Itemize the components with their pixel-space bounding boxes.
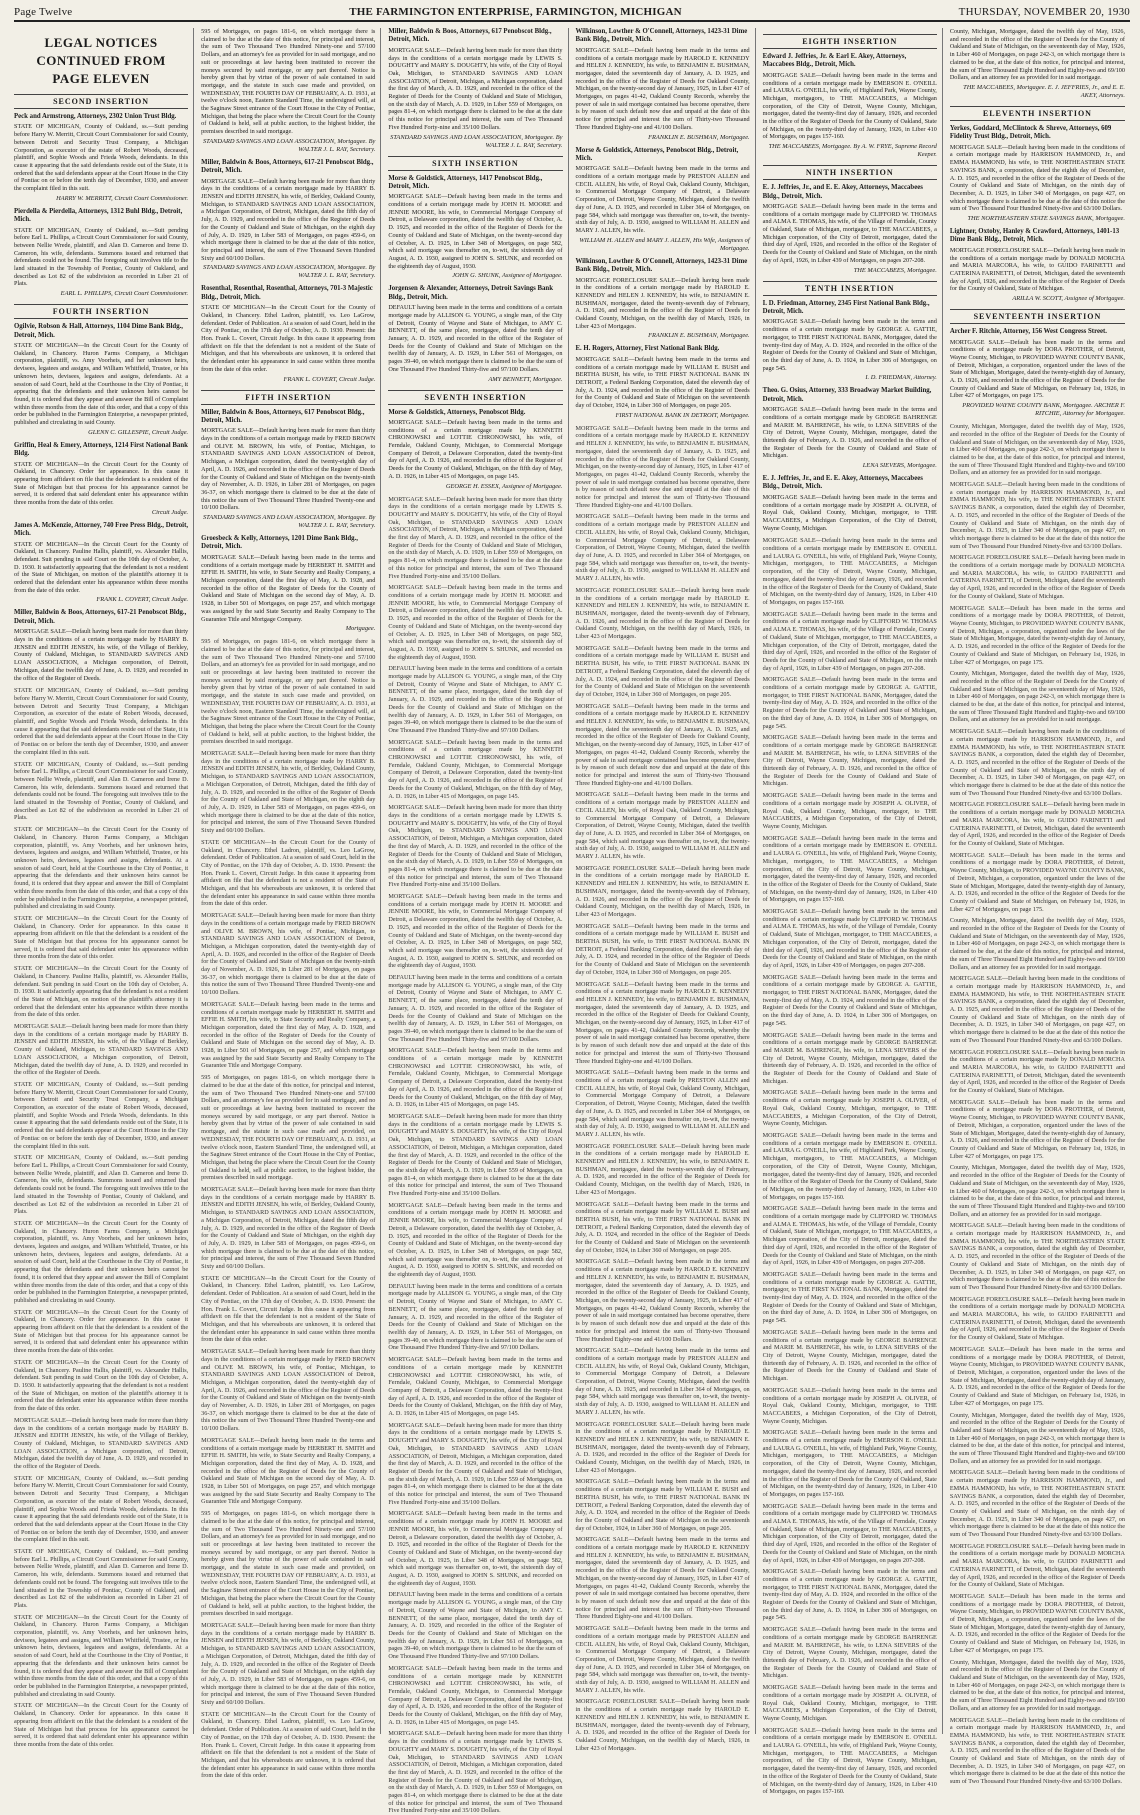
notice-body-continued: MORTGAGE SALE—Default having been made for more than thirty days in the conditions of a certain mortgage made by HARRY B. JENSEN and EDITH JENSEN, his wife, of the Village of Berkley, County of Oakland, Michigan, to STANDARD SAVINGS AND LOAN ASSOCIATION, a Michigan corporation, of Detroit, Michigan, dated the twelfth day of June, A. D. 1929, and recorded in the office of the Register of Deeds. <box>14 1416 189 1471</box>
notice-body: MORTGAGE SALE—Default having been made in the terms and conditions of a certain mortgage made by WILLIAM E. BUSH and BERTHA BUSH, his wife, to THE FIRST NATIONAL BANK IN DETROIT, a Federal Banking Corporation, dated the eleventh day of July, A. D. 1924, and recorded in the office of the Register of Deeds for the County of Oakland and State of Michigan on the seventeenth day of October, 1924, in Liber 360 of Mortgages, on page 205. <box>575 355 750 410</box>
notice-signature: JOHN G. SHUNK, Assignee of Mortgagee. <box>452 272 563 280</box>
legal-notice <box>201 159 375 281</box>
notice-body-continued: MORTGAGE SALE—Default has been made in the terms and conditions of a mortgage made by DORA PROTHER, of Detroit, Wayne County, Michigan, to PROVIDED WAYNE COUNTY BANK, of Detroit, Michigan, a corporation, organized under the laws of the State of Michigan, Mortgagee, dated the twenty-eighth day of January, A. D. 1926, and recorded in the office of the Register of Deeds for the County of Oakland and State of Michigan, on February 1st, 1926, in Liber 427 of Mortgages, on page 175. <box>949 1098 1125 1160</box>
notice-body-continued: MORTGAGE SALE—Default having been made in the terms and conditions of a certain mortgage made by GEORGE BAHRENGE and MARIE M. BAHRENGE, his wife, to LENA SIEVERS of the City of Detroit, Wayne County, Michigan, mortgagee, dated the thirteenth day of February, A. D. 1926, and recorded in the office of the Register of Deeds for the County of Oakland and State of Michigan. <box>762 734 937 788</box>
notice-body-continued: MORTGAGE SALE—Default having been made in the terms and conditions of a certain mortgage made by EMERSON E. O'NEILL and LAURA G. O'NEILL, his wife, of Highland Park, Wayne County, Michigan, mortgagors, to THE MACCABEES, a Michigan corporation, of the City of Detroit, Wayne County, Michigan, mortgagee, dated the twenty-first day of January, 1926, and recorded in the office of the Register of Deeds for the County of Oakland, State of Michigan, on the twenty-third day of January, 1926, in Liber 410 of Mortgages, on pages 157-160. <box>762 1132 937 1201</box>
notice-body-continued: 595 of Mortgages, on pages 181-6, on which mortgage there is claimed to be due at the date of this notice, for principal and interest, the sum of Two Thousand Two Hundred Ninety-one and 57/100 Dollars, and an attorney's fee as provided for in said mortgage, and no suit or proceedings at law having been instituted to recover the moneys secured by said mortgage, or any part thereof. Notice is hereby given that by virtue of the power of sale contained in said mortgage, and the statute in such case made and provided, on WEDNESDAY, THE FOURTH DAY OF FEBRUARY, A. D. 1931, at twelve o'clock noon, Eastern Standard Time, the undersigned will, at the Saginaw Street entrance of the Court House in the City of Pontiac, Michigan, that being the place where the Circuit Court for the County of Oakland is held, sell at public auction, to the highest bidder, the premises described in said mortgage. <box>201 1510 376 1618</box>
attorney-line: Lightner, Oxtoby, Hanley & Crawford, Attorneys, 1401-13 Dime Bank Bldg., Detroit, Mich. <box>949 228 1120 244</box>
legal-notice <box>950 228 1125 303</box>
notice-body: County, Michigan, Mortgagee, dated the twelfth day of May, 1926, and recorded in the office of the Register of Deeds for the County of Oakland and State of Michigan, on the seventeenth day of May, 1926, in Liber 460 of Mortgages, on page 242-3, on which mortgage there is claimed to be due, at the date of this notice, for principal and interest, the sum of Three Thousand Eight Hundred and Eighty-two and 69/100 Dollars, and an attorney fee as provided for in said mortgage. <box>949 28 1125 82</box>
notice-body-continued: STATE OF MICHIGAN, County of Oakland, ss.—Suit pending before Harry W. Merritt, Circuit Court Commissioner for said County, between Detroit and Security Trust Company, a Michigan Corporation, as executor of the estate of Robert Woods, deceased, plaintiff, and Sophie Woods and Frieda Woods, defendants. In this cause it appearing that the said defendants reside out of the State, it is ordered that the said defendants appear at the Court House in the City of Pontiac on or before the tenth day of December, 1930, and answer the complaint filed in this suit. <box>14 687 189 756</box>
notice-body-continued: County, Michigan, Mortgagee, dated the twelfth day of May, 1926, and recorded in the office of the Register of Deeds for the County of Oakland and State of Michigan, on the seventeenth day of May, 1926, in Liber 460 of Mortgages, on page 242-3, on which mortgage there is claimed to be due, at the date of this notice, for principal and interest, the sum of Three Thousand Eight Hundred and Eighty-two and 69/100 Dollars, and an attorney fee as provided for in said mortgage. <box>949 917 1125 971</box>
notice-body-continued: MORTGAGE SALE—Default having been made in the terms and conditions of a certain mortgage made by KENNETH CHRONOWSKI and LOTTIE CHRONOWSKI, his wife, of Ferndale, Oakland County, Michigan, to Commercial Mortgage Company of Detroit, a Delaware Corporation, dated the twenty-first day of April, A. D. 1926, and recorded in the office of the Register of Deeds for the County of Oakland, Michigan, on the fifth day of May, A. D. 1926, in Liber 415 of Mortgages, on page 145. <box>388 1047 563 1109</box>
insertion-heading: NINTH INSERTION <box>763 165 937 180</box>
notice-body-continued: MORTGAGE SALE—Default having been made in the terms and conditions of a certain mortgage made by KENNETH CHRONOWSKI and LOTTIE CHRONOWSKI, his wife, of Ferndale, Oakland County, Michigan, to Commercial Mortgage Company of Detroit, a Delaware Corporation, dated the twenty-first day of April, A. D. 1926, and recorded in the office of the Register of Deeds for the County of Oakland, Michigan, on the fifth day of May, A. D. 1926, in Liber 415 of Mortgages, on page 145. <box>388 1356 563 1418</box>
notice-body-continued: MORTGAGE FORECLOSURE SALE—Default having been made in the conditions of a certain mortgage made by DONALD MORCHA and MARIA MARCORA, his wife, to GUIDO FARINETTI and CATERINA FARINETTI, of Detroit, Michigan, dated the seventeenth day of April, 1926, and recorded in the office of the Register of Deeds for the County of Oakland, State of Michigan. <box>949 801 1125 847</box>
notice-body-continued: MORTGAGE FORECLOSURE SALE—Default having been made in the conditions of a certain mortgage made by DONALD MORCHA and MARIA MARCORA, his wife, to GUIDO FARINETTI and CATERINA FARINETTI, of Detroit, Michigan, dated the seventeenth day of April, 1926, and recorded in the office of the Register of Deeds for the County of Oakland, State of Michigan. <box>949 1295 1125 1342</box>
column-4 <box>575 28 756 1752</box>
insertion-heading: SECOND INSERTION <box>14 94 188 109</box>
attorney-line: Wilkinson, Lowther & O'Connell, Attorneys, 1423-31 Dime Bank Bldg., Detroit, Mich. <box>575 257 748 274</box>
notice-body: MORTGAGE SALE—Default having been made for more than thirty days in the conditions of a certain mortgage made by LEWIS S. DOUGHTY and MARY S. DOUGHTY, his wife, of the City of Royal Oak, Michigan, to STANDARD SAVINGS AND LOAN ASSOCIATION, of Detroit, Michigan, a Michigan corporation, dated the first day of March, A. D. 1929, and recorded in the office of the Register of Deeds for the County of Oakland and State of Michigan, on the sixth day of March, A. D. 1929, in Liber 559 of Mortgages, on pages 81-4, on which mortgage there is claimed to be due at the date of this notice for principal and interest, the sum of Two Thousand Five Hundred Forty-nine and 35/100 Dollars. <box>388 46 563 131</box>
notice-body-continued: MORTGAGE SALE—Default having been made in the terms and conditions of a certain mortgage made by EMERSON E. O'NEILL and LAURA G. O'NEILL, his wife, of Highland Park, Wayne County, Michigan, mortgagors, to THE MACCABEES, a Michigan corporation, of the City of Detroit, Wayne County, Michigan, mortgagee, dated the twenty-first day of January, 1926, and recorded in the office of the Register of Deeds for the County of Oakland, State of Michigan, on the twenty-third day of January, 1926, in Liber 410 of Mortgages, on pages 157-160. <box>762 537 937 606</box>
notice-signature: STANDARD SAVINGS AND LOAN ASSOCIATION, Mortgagee. By WALTER J. L. RAY, Secretary. <box>390 133 563 149</box>
notice-body-continued: MORTGAGE SALE—Default having been made in the terms and conditions of a certain mortgage made by HAROLD E. KENNEDY and HELEN J. KENNEDY, his wife, to BENJAMIN E. BUSHMAN, mortgagee, dated the seventeenth day of January, A. D. 1925, and recorded in the office of the Register of Deeds for Oakland County, Michigan, on the twenty-second day of January, 1925, in Liber 417 of Mortgages, on pages 41-42, Oakland County Records, whereby the power of sale in said mortgage contained has become operative, there is by reason of such default now due and unpaid at the date of this notice for principal and interest the sum of Thirty-two Thousand Three Hundred Eighty-one and 41/100 Dollars. <box>575 980 750 1065</box>
insertion-heading: FIFTH INSERTION <box>201 390 375 405</box>
attorney-line: Peck and Armstrong, Attorneys, 2302 Union Trust Bldg. <box>14 113 177 120</box>
notice-body-continued: County, Michigan, Mortgagee, dated the twelfth day of May, 1926, and recorded in the office of the Register of Deeds for the County of Oakland and State of Michigan, on the seventeenth day of May, 1926, in Liber 460 of Mortgages, on page 242-3, on which mortgage there is claimed to be due, at the date of this notice, for principal and interest, the sum of Three Thousand Eight Hundred and Eighty-two and 69/100 Dollars, and an attorney fee as provided for in said mortgage. <box>949 1164 1125 1218</box>
page-number: Page Twelve <box>14 6 73 18</box>
notice-signature: PROVIDED WAYNE COUNTY BANK, Mortgagee. ARCHER F. RITCHIE, Attorney for Mortgagee. <box>962 402 1125 418</box>
notice-body-continued: STATE OF MICHIGAN—In the Circuit Court for the County of Oakland, in Chancery. Huron Farms Company, a Michigan corporation, plaintiff, vs. Amy Voorheis, and her unknown heirs, devisees, legatees and assigns, and William Whitfield, Trustee, or his unknown heirs, devisees, legatees and assigns, defendants. At a session of said Court, held at the Courthouse in the City of Pontiac, it appearing that the defendants and their unknown heirs cannot be found, it is ordered that they appear and answer the Bill of Complaint within three months from the date of this order, and that a copy of this order be published in the Farmington Enterprise, a newspaper printed, published and circulating in said County. <box>14 1613 189 1698</box>
notice-body-continued: MORTGAGE SALE—Default having been made in the conditions of a certain mortgage made by HARRISON HAMMOND, Jr., and EMMA HAMMOND, his wife, to THE NORTHEASTERN STATE SAVINGS BANK, a corporation, dated the eighth day of December, A. D. 1925, and recorded in the office of the Register of Deeds of the County of Oakland and State of Michigan, on the ninth day of December, A. D. 1925, in Liber 340 of Mortgages, on page 427, on which mortgage there is claimed to be due at the date of this notice the sum of Two Thousand Four Hundred Ninety-five and 63/100 Dollars. <box>949 975 1125 1044</box>
notice-signature: ARILLA W. SCOTT, Assignee of Mortgagee. <box>1012 295 1125 303</box>
notice-body-continued: MORTGAGE SALE—Default having been made in the conditions of a certain mortgage made by HARRISON HAMMOND, Jr., and EMMA HAMMOND, his wife, to THE NORTHEASTERN STATE SAVINGS BANK, a corporation, dated the eighth day of December, A. D. 1925, and recorded in the office of the Register of Deeds of the County of Oakland and State of Michigan, on the ninth day of December, A. D. 1925, in Liber 340 of Mortgages, on page 427, on which mortgage there is claimed to be due at the date of this notice the sum of Two Thousand Four Hundred Ninety-five and 63/100 Dollars. <box>949 728 1125 797</box>
heading-line3: PAGE ELEVEN <box>52 71 150 86</box>
legal-notice <box>14 208 188 298</box>
notice-body-continued: STATE OF MICHIGAN—In the Circuit Court for the County of Oakland, in Chancery. Ethel Ladron, plaintiff, vs. Leo LaGrow, defendant. Order of Publication. At a session of said Court, held in the City of Pontiac, on the 17th day of October, A. D. 1930. Present: the Hon. Frank L. Covert, Circuit Judge. In this cause it appearing from affidavit on file that the defendant is not a resident of the State of Michigan, and that his whereabouts are unknown, it is ordered that the defendant enter his appearance in said cause within three months from the date of this order. <box>201 1710 376 1780</box>
notice-body-continued: MORTGAGE SALE—Default having been made in the terms and conditions of a certain mortgage made by CLIFFORD W. THOMAS and ALMA E. THOMAS, his wife, of the Village of Ferndale, County of Oakland, State of Michigan, mortgagor, to THE MACCABEES, a Michigan corporation, of the City of Detroit, mortgagee, dated the third day of April, 1926, and recorded in the office of the Register of Deeds for the County of Oakland and State of Michigan, on the ninth day of April, 1926, in Liber 439 of Mortgages, on pages 207-208. <box>762 908 937 969</box>
notice-body: MORTGAGE SALE—Default having been made in the terms and conditions of a certain mortgage made by KENNETH CHRONOWSKI and LOTTIE CHRONOWSKI, his wife, of Ferndale, Oakland County, Michigan, to Commercial Mortgage Company of Detroit, a Delaware Corporation, dated the twenty-first day of April, A. D. 1926, and recorded in the office of the Register of Deeds for the County of Oakland, Michigan, on the fifth day of May, A. D. 1926, in Liber 415 of Mortgages, on page 145. <box>388 418 563 480</box>
notice-signature: Mortgagee. <box>345 625 376 633</box>
attorney-line: Wilkinson, Lowther & O'Connell, Attorneys, 1423-31 Dime Bank Bldg., Detroit, Mich. <box>575 28 748 44</box>
notice-body: MORTGAGE FORECLOSURE SALE—Default having been made in the conditions of a certain mortgage made by HAROLD E. KENNEDY and HELEN J. KENNEDY, his wife, to BENJAMIN E. BUSHMAN, mortgagee, dated the twenty-seventh day of February, A. D. 1926, and recorded in the office of the Register of Deeds for Oakland County, Michigan, on the twelfth day of March, 1926, in Liber 423 of Mortgages. <box>575 276 750 330</box>
notice-body-continued: MORTGAGE SALE—Default having been made in the terms and conditions of a certain mortgage made by GEORGE A. GATTIE, mortgagor, to THE FIRST NATIONAL BANK, Mortgagee, dated the twenty-first day of May, A. D. 1924, and recorded in the office of the Register of Deeds for the County of Oakland and State of Michigan, on the third day of June, A. D. 1924, in Liber 306 of Mortgages, on page 545. <box>762 1568 937 1622</box>
insertion-heading: TENTH INSERTION <box>763 281 937 296</box>
legal-notice <box>388 409 562 491</box>
notice-body-continued: MORTGAGE SALE—Default having been made in the terms and conditions of a certain mortgage made by JOSEPH A. OLIVER, of Royal Oak, Oakland County, Michigan, mortgagor, to THE MACCABEES, a Michigan Corporation, of the City of Detroit, Wayne County, Michigan. <box>762 1386 937 1425</box>
notice-body-continued: MORTGAGE SALE—Default having been made for more than thirty days in the conditions of a certain mortgage made by LEWIS S. DOUGHTY and MARY S. DOUGHTY, his wife, of the City of Royal Oak, Michigan, to STANDARD SAVINGS AND LOAN ASSOCIATION, of Detroit, Michigan, a Michigan corporation, dated the first day of March, A. D. 1929, and recorded in the office of the Register of Deeds for the County of Oakland and State of Michigan, on the sixth day of March, A. D. 1929, in Liber 559 of Mortgages, on pages 81-4, on which mortgage there is claimed to be due at the date of this notice for principal and interest, the sum of Two Thousand Five Hundred Forty-nine and 35/100 Dollars. <box>388 1421 563 1506</box>
notice-body-continued: MORTGAGE SALE—Default having been made in the terms and conditions of a certain mortgage made by EMERSON E. O'NEILL and LAURA G. O'NEILL, his wife, of Highland Park, Wayne County, Michigan, mortgagors, to THE MACCABEES, a Michigan corporation, of the City of Detroit, Wayne County, Michigan, mortgagee, dated the twenty-first day of January, 1926, and recorded in the office of the Register of Deeds for the County of Oakland, State of Michigan, on the twenty-third day of January, 1926, in Liber 410 of Mortgages, on pages 157-160. <box>762 1726 937 1796</box>
notice-body-continued: MORTGAGE SALE—Default having been made in the terms and conditions of a certain mortgage made by EMERSON E. O'NEILL and LAURA G. O'NEILL, his wife, of Highland Park, Wayne County, Michigan, mortgagors, to THE MACCABEES, a Michigan corporation, of the City of Detroit, Wayne County, Michigan, mortgagee, dated the twenty-first day of January, 1926, and recorded in the office of the Register of Deeds for the County of Oakland, State of Michigan, on the twenty-third day of January, 1926, in Liber 410 of Mortgages, on pages 157-160. <box>762 834 937 904</box>
notice-body-continued: MORTGAGE SALE—Default having been made in the conditions of a certain mortgage made by HARRISON HAMMOND, Jr., and EMMA HAMMOND, his wife, to THE NORTHEASTERN STATE SAVINGS BANK, a corporation, dated the eighth day of December, A. D. 1925, and recorded in the office of the Register of Deeds of the County of Oakland and State of Michigan, on the ninth day of December, A. D. 1925, in Liber 340 of Mortgages, on page 427, on which mortgage there is claimed to be due at the date of this notice the sum of Two Thousand Four Hundred Ninety-five and 63/100 Dollars. <box>949 481 1125 550</box>
attorney-line: Morse & Goldstick, Attorneys, Penobscot Bldg. <box>388 408 526 416</box>
notice-body-continued: MORTGAGE SALE—Default having been made for more than thirty days in the conditions of a certain mortgage made by HARRY B. JENSEN and EDITH JENSEN, his wife, of Berkley, Oakland County, Michigan, to STANDARD SAVINGS AND LOAN ASSOCIATION, a Michigan Corporation, of Detroit, Michigan, dated the fifth day of July, A. D. 1929, and recorded in the office of the Register of Deeds for the County of Oakland and State of Michigan, on the eighth day of July, A. D. 1929, in Liber 583 of Mortgages, on pages 459-6, on which mortgage there is claimed to be due at the date of this notice, for principal and interest, the sum of Five Thousand Seven Hundred Sixty and 60/100 Dollars. <box>201 750 376 835</box>
legal-notice <box>763 300 937 383</box>
notice-signature: THE MACCABEES, Mortgagee. By A. W. FRYE, Supreme Record Keeper. <box>768 143 937 159</box>
notice-body-continued: MORTGAGE SALE—Default having been made in the terms and conditions of a certain mortgage made by GEORGE A. GATTIE, mortgagor, to THE FIRST NATIONAL BANK, Mortgagee, dated the twenty-first day of May, A. D. 1924, and recorded in the office of the Register of Deeds for the County of Oakland and State of Michigan, on the third day of June, A. D. 1924, in Liber 306 of Mortgages, on page 545. <box>762 676 937 730</box>
attorney-line: Miller, Baldwin & Boos, Attorneys, 617 Penobscot Bldg., Detroit, Mich. <box>201 408 365 424</box>
notice-signature: Circuit Judge. <box>151 508 189 516</box>
notice-body-continued: County, Michigan, Mortgagee, dated the twelfth day of May, 1926, and recorded in the office of the Register of Deeds for the County of Oakland and State of Michigan, on the seventeenth day of May, 1926, in Liber 460 of Mortgages, on page 242-3, on which mortgage there is claimed to be due, at the date of this notice, for principal and interest, the sum of Three Thousand Eight Hundred and Eighty-two and 69/100 Dollars, and an attorney fee as provided for in said mortgage. <box>949 1411 1125 1465</box>
notice-body-continued: 595 of Mortgages, on pages 181-6, on which mortgage there is claimed to be due at the date of this notice, for principal and interest, the sum of Two Thousand Two Hundred Ninety-one and 57/100 Dollars, and an attorney's fee as provided for in said mortgage, and no suit or proceedings at law having been instituted to recover the moneys secured by said mortgage, or any part thereof. Notice is hereby given that by virtue of the power of sale contained in said mortgage, and the statute in such case made and provided, on WEDNESDAY, THE FOURTH DAY OF FEBRUARY, A. D. 1931, at twelve o'clock noon, Eastern Standard Time, the undersigned will, at the Saginaw Street entrance of the Court House in the City of Pontiac, Michigan, that being the place where the Circuit Court for the County of Oakland is held, sell at public auction, to the highest bidder, the premises described in said mortgage. <box>201 1074 376 1182</box>
notice-body-continued: STATE OF MICHIGAN, County of Oakland, ss.—Suit pending before Harry W. Merritt, Circuit Court Commissioner for said County, between Detroit and Security Trust Company, a Michigan Corporation, as executor of the estate of Robert Woods, deceased, plaintiff, and Sophie Woods and Frieda Woods, defendants. In this cause it appearing that the said defendants reside out of the State, it is ordered that the said defendants appear at the Court House in the City of Pontiac on or before the tenth day of December, 1930, and answer the complaint filed in this suit. <box>14 1080 189 1150</box>
attorney-line: Yerkes, Goddard, McClintock & Shreve, Attorneys, 609 Fidelity Trust Bldg., Detroit, Mich. <box>949 124 1112 141</box>
legal-notice <box>950 328 1125 418</box>
attorney-line: James A. McKenzie, Attorney, 740 Free Press Bldg., Detroit, Mich. <box>14 521 189 538</box>
notice-body-continued: MORTGAGE SALE—Default having been made in the terms and conditions of a certain mortgage made by PRESTON ALLEN and CECIL ALLEN, his wife, of Royal Oak, Oakland County, Michigan, to Commercial Mortgage Company of Detroit, a Delaware Corporation, of Detroit, Wayne County, Michigan, dated the twelfth day of June, A. D. 1925, and recorded in Liber 364 of Mortgages, on page 584, which said mortgage was thereafter on, to-wit, the twenty-sixth day of July, A. D. 1930, assigned to WILLIAM H. ALLEN and MARY J. ALLEN, his wife. <box>575 1625 750 1694</box>
legal-notice <box>201 28 375 154</box>
attorney-line: Ogilvie, Robson & Hall, Attorneys, 1104 Dime Bank Bldg., Detroit, Mich. <box>14 323 183 339</box>
notice-body-continued: MORTGAGE SALE—Default having been made in the terms and conditions of a certain mortgage made by GEORGE A. GATTIE, mortgagor, to THE FIRST NATIONAL BANK, Mortgagee, dated the twenty-first day of May, A. D. 1924, and recorded in the office of the Register of Deeds for the County of Oakland and State of Michigan, on the third day of June, A. D. 1924, in Liber 306 of Mortgages, on page 545. <box>762 973 937 1027</box>
notice-body-continued: MORTGAGE SALE—Default having been made for more than thirty days in the conditions of a certain mortgage made by HARRY B. JENSEN and EDITH JENSEN, his wife, of the Village of Berkley, County of Oakland, Michigan, to STANDARD SAVINGS AND LOAN ASSOCIATION, a Michigan corporation, of Detroit, Michigan, dated the twelfth day of June, A. D. 1929, and recorded in the office of the Register of Deeds. <box>14 1023 189 1077</box>
notice-body-continued: MORTGAGE SALE—Default having been made in the terms and conditions of a certain mortgage made by EMERSON E. O'NEILL and LAURA G. O'NEILL, his wife, of Highland Park, Wayne County, Michigan, mortgagors, to THE MACCABEES, a Michigan corporation, of the City of Detroit, Wayne County, Michigan, mortgagee, dated the twenty-first day of January, 1926, and recorded in the office of the Register of Deeds for the County of Oakland, State of Michigan, on the twenty-third day of January, 1926, in Liber 410 of Mortgages, on pages 157-160. <box>762 1429 937 1498</box>
notice-body-continued: MORTGAGE SALE—Default having been made in the conditions of a certain mortgage made by HARRISON HAMMOND, Jr., and EMMA HAMMOND, his wife, to THE NORTHEASTERN STATE SAVINGS BANK, a corporation, dated the eighth day of December, A. D. 1925, and recorded in the office of the Register of Deeds of the County of Oakland and State of Michigan, on the ninth day of December, A. D. 1925, in Liber 340 of Mortgages, on page 427, on which mortgage there is claimed to be due at the date of this notice the sum of Two Thousand Four Hundred Ninety-five and 63/100 Dollars. <box>949 1469 1125 1539</box>
notice-signature: THE NORTHEASTERN STATE SAVINGS BANK, Mortgagee. <box>967 215 1125 223</box>
notice-body-continued: MORTGAGE SALE—Default having been made in the terms and conditions of a certain mortgage made by GEORGE BAHRENGE and MARIE M. BAHRENGE, his wife, to LENA SIEVERS of the City of Detroit, Wayne County, Michigan, mortgagee, dated the thirteenth day of February, A. D. 1926, and recorded in the office of the Register of Deeds for the County of Oakland and State of Michigan. <box>762 1626 937 1680</box>
attorney-line: Jorgensen & Alexander, Attorneys, Detroit Savings Bank Bldg., Detroit, Mich. <box>388 285 553 301</box>
insertion-heading: ELEVENTH INSERTION <box>950 106 1125 121</box>
notice-signature: FRANK L. COVERT, Circuit Judge. <box>96 596 189 604</box>
attorney-line: Miller, Baldwin & Boos, Attorneys, 617-21 Penobscot Bldg., Detroit, Mich. <box>201 158 374 175</box>
notice-body: 595 of Mortgages, on pages 181-6, on which mortgage there is claimed to be due at the date of this notice, for principal and interest, the sum of Two Thousand Two Hundred Ninety-one and 57/100 Dollars, and an attorney's fee as provided for in said mortgage, and no suit or proceedings at law having been instituted to recover the moneys secured by said mortgage, or any part thereof. Notice is hereby given that by virtue of the power of sale contained in said mortgage, and the statute in such case made and provided, on WEDNESDAY, THE FOURTH DAY OF FEBRUARY, A. D. 1931, at twelve o'clock noon, Eastern Standard Time, the undersigned will, at the Saginaw Street entrance of the Court House in the City of Pontiac, Michigan, that being the place where the Circuit Court for the County of Oakland is held, sell at public auction, to the highest bidder, the premises described in said mortgage. <box>201 28 376 136</box>
notice-signature: WILLIAM H. ALLEN and MARY J. ALLEN, His Wife, Assignees of Mortgagee. <box>579 236 750 252</box>
insertion-heading: SEVENTH INSERTION <box>388 390 562 405</box>
legal-notice <box>14 113 188 203</box>
notice-body: MORTGAGE SALE—Default having been made in the terms and conditions of a certain mortgage made by HERBERT H. SMITH and EFFIE H. SMITH, his wife, to State Security and Realty Company, a Michigan corporation, dated the first day of May, A. D. 1928, and recorded in the office of the Register of Deeds for the County of Oakland and State of Michigan on the second day of May, A. D. 1928, in Liber 501 of Mortgages, on page 257, and which mortgage was assigned by the said State Security and Realty Company to The Guarantee Title and Mortgage Company. <box>201 553 376 623</box>
notice-signature: I. D. FRIEDMAN, Attorney. <box>865 374 937 382</box>
legal-notices-heading <box>14 34 188 88</box>
notice-body-continued: 595 of Mortgages, on pages 181-6, on which mortgage there is claimed to be due at the date of this notice, for principal and interest, the sum of Two Thousand Two Hundred Ninety-one and 57/100 Dollars, and an attorney's fee as provided for in said mortgage, and no suit or proceedings at law having been instituted to recover the moneys secured by said mortgage, or any part thereof. Notice is hereby given that by virtue of the power of sale contained in said mortgage, and the statute in such case made and provided, on WEDNESDAY, THE FOURTH DAY OF FEBRUARY, A. D. 1931, at twelve o'clock noon, Eastern Standard Time, the undersigned will, at the Saginaw Street entrance of the Court House in the City of Pontiac, Michigan, that being the place where the Circuit Court for the County of Oakland is held, sell at public auction, to the highest bidder, the premises described in said mortgage. <box>201 638 376 746</box>
attorney-line: Miller, Baldwin & Boos, Attorneys, 617-21 Penobscot Bldg., Detroit, Mich. <box>14 609 187 625</box>
notice-body-continued: MORTGAGE FORECLOSURE SALE—Default having been made in the conditions of a certain mortgage made by DONALD MORCHA and MARIA MARCORA, his wife, to GUIDO FARINETTI and CATERINA FARINETTI, of Detroit, Michigan, dated the seventeenth day of April, 1926, and recorded in the office of the Register of Deeds for the County of Oakland, State of Michigan. <box>949 554 1125 600</box>
attorney-line: E. J. Jeffries, Jr., and E. E. Akey, Attorneys, Maccabees Bldg., Detroit, Mich. <box>762 475 923 491</box>
notice-body-continued: MORTGAGE SALE—Default having been made in the terms and conditions of a certain mortgage made by PRESTON ALLEN and CECIL ALLEN, his wife, of Royal Oak, Oakland County, Michigan, to Commercial Mortgage Company of Detroit, a Delaware Corporation, of Detroit, Wayne County, Michigan, dated the twelfth day of June, A. D. 1925, and recorded in Liber 364 of Mortgages, on page 584, which said mortgage was thereafter on, to-wit, the twenty-sixth day of July, A. D. 1930, assigned to WILLIAM H. ALLEN and MARY J. ALLEN, his wife. <box>575 791 750 861</box>
notice-body-continued: MORTGAGE SALE—Default having been made in the terms and conditions of a certain mortgage made by WILLIAM E. BUSH and BERTHA BUSH, his wife, to THE FIRST NATIONAL BANK IN DETROIT, a Federal Banking Corporation, dated the eleventh day of July, A. D. 1924, and recorded in the office of the Register of Deeds for the County of Oakland and State of Michigan on the seventeenth day of October, 1924, in Liber 360 of Mortgages, on page 205. <box>575 1200 750 1254</box>
notice-body-continued: STATE OF MICHIGAN—In the Circuit Court for the County of Oakland, in Chancery. Order for appearance. In this cause it appearing from affidavit on file that the defendant is a resident of the State of Michigan but that process for his appearance cannot be served, it is ordered that said defendant enter his appearance within three months from the date of this order. <box>14 914 189 961</box>
notice-body: MORTGAGE SALE—Default has been made in the terms and conditions of a mortgage made by DORA PROTHER, of Detroit, Wayne County, Michigan, to PROVIDED WAYNE COUNTY BANK, of Detroit, Michigan, a corporation, organized under the laws of the State of Michigan, Mortgagee, dated the twenty-eighth day of January, A. D. 1926, and recorded in the office of the Register of Deeds for the County of Oakland and State of Michigan, on February 1st, 1926, in Liber 427 of Mortgages, on page 175. <box>949 338 1125 400</box>
column-1 <box>14 28 194 1748</box>
issue-date: THURSDAY, NOVEMBER 20, 1930 <box>958 6 1130 18</box>
notice-signature: FIRST NATIONAL BANK IN DETROIT, Mortgagee. <box>615 411 750 419</box>
insertion-heading: SEVENTEENTH INSERTION <box>950 309 1125 324</box>
notice-body-continued: STATE OF MICHIGAN—In the Circuit Court for the County of Oakland, in Chancery. Pauline Hallis, plaintiff, vs. Alexander Hallis, defendant. Suit pending in said Court on the 10th day of October, A. D. 1930. It satisfactorily appearing that the defendant is not a resident of the State of Michigan, on motion of the plaintiff's attorney it is ordered that the defendant enter his appearance within three months from the date of this order. <box>14 965 189 1019</box>
legal-notice <box>763 387 937 470</box>
notice-body: MORTGAGE FORECLOSURE SALE—Default having been made in the conditions of a certain mortgage made by DONALD MORCHA and MARIA MARCORA, his wife, to GUIDO FARINETTI and CATERINA FARINETTI, of Detroit, Michigan, dated the seventeenth day of April, 1926, and recorded in the office of the Register of Deeds for the County of Oakland, State of Michigan. <box>949 246 1125 293</box>
attorney-line: Morse & Goldstick, Attorneys, 1417 Penobscot Bldg., Detroit, Mich. <box>388 174 543 190</box>
legal-notice <box>388 285 562 383</box>
notice-body-continued: STATE OF MICHIGAN—In the Circuit Court for the County of Oakland, in Chancery. Huron Farms Company, a Michigan corporation, plaintiff, vs. Amy Voorheis, and her unknown heirs, devisees, legatees and assigns, and William Whitfield, Trustee, or his unknown heirs, devisees, legatees and assigns, defendants. At a session of said Court, held at the Courthouse in the City of Pontiac, it appearing that the defendants and their unknown heirs cannot be found, it is ordered that they appear and answer the Bill of Complaint within three months from the date of this order, and that a copy of this order be published in the Farmington Enterprise, a newspaper printed, published and circulating in said County. <box>14 1219 189 1304</box>
legal-notice <box>763 53 937 159</box>
notice-body: STATE OF MICHIGAN—In the Circuit Court for the County of Oakland, in Chancery. Huron Farms Company, a Michigan corporation, plaintiff, vs. Amy Voorheis, and her unknown heirs, devisees, legatees and assigns, and William Whitfield, Trustee, or his unknown heirs, devisees, legatees and assigns, defendants. At a session of said Court, held at the Courthouse in the City of Pontiac, it appearing that the defendants and their unknown heirs cannot be found, it is ordered that they appear and answer the Bill of Complaint within three months from the date of this order, and that a copy of this order be published in the Farmington Enterprise, a newspaper printed, published and circulating in said County. <box>14 341 189 427</box>
notice-body-continued: MORTGAGE SALE—Default having been made in the terms and conditions of a certain mortgage made by HAROLD E. KENNEDY and HELEN J. KENNEDY, his wife, to BENJAMIN E. BUSHMAN, mortgagee, dated the seventeenth day of January, A. D. 1925, and recorded in the office of the Register of Deeds for Oakland County, Michigan, on the twenty-second day of January, 1925, in Liber 417 of Mortgages, on pages 41-42, Oakland County Records, whereby the power of sale in said mortgage contained has become operative, there is by reason of such default now due and unpaid at the date of this notice for principal and interest the sum of Thirty-two Thousand Three Hundred Eighty-one and 41/100 Dollars. <box>575 702 750 787</box>
columns <box>14 28 1130 1815</box>
legal-notice <box>201 285 375 383</box>
notice-body-continued: DEFAULT having been made in the terms and conditions of a certain mortgage made by ALLISON G. YOUNG, a single man, of the City of Detroit, County of Wayne and State of Michigan, to AMY C. BENNETT, of the same place, mortgagee, dated the tenth day of January, A. D. 1929, and recorded in the office of the Register of Deeds for the County of Oakland and State of Michigan on the twelfth day of January, A. D. 1929, in Liber 561 of Mortgages, on pages 39-40, on which mortgage there is claimed to be due the sum of One Thousand Five Hundred Thirty-five and 97/100 Dollars. <box>388 1591 563 1661</box>
legal-notice <box>388 28 562 150</box>
notice-body-continued: County, Michigan, Mortgagee, dated the twelfth day of May, 1926, and recorded in the office of the Register of Deeds for the County of Oakland and State of Michigan, on the seventeenth day of May, 1926, in Liber 460 of Mortgages, on page 242-3, on which mortgage there is claimed to be due, at the date of this notice, for principal and interest, the sum of Three Thousand Eight Hundred and Eighty-two and 69/100 Dollars, and an attorney fee as provided for in said mortgage. <box>949 1658 1125 1712</box>
notice-signature: FRANK L. COVERT, Circuit Judge. <box>283 375 376 383</box>
notice-body-continued: MORTGAGE SALE—Default having been made in the conditions of a certain mortgage made by HARRISON HAMMOND, Jr., and EMMA HAMMOND, his wife, to THE NORTHEASTERN STATE SAVINGS BANK, a corporation, dated the eighth day of December, A. D. 1925, and recorded in the office of the Register of Deeds of the County of Oakland and State of Michigan, on the ninth day of December, A. D. 1925, in Liber 340 of Mortgages, on page 427, on which mortgage there is claimed to be due at the date of this notice the sum of Two Thousand Four Hundred Ninety-five and 63/100 Dollars. <box>949 1716 1125 1786</box>
notice-signature: FRANKLIN E. BUSHMAN, Mortgagee. <box>648 133 750 141</box>
notice-body-continued: MORTGAGE SALE—Default having been made in the terms and conditions of a certain mortgage made by HAROLD E. KENNEDY and HELEN J. KENNEDY, his wife, to BENJAMIN E. BUSHMAN, mortgagee, dated the seventeenth day of January, A. D. 1925, and recorded in the office of the Register of Deeds for Oakland County, Michigan, on the twenty-second day of January, 1925, in Liber 417 of Mortgages, on pages 41-42, Oakland County Records, whereby the power of sale in said mortgage contained has become operative, there is by reason of such default now due and unpaid at the date of this notice for principal and interest the sum of Thirty-two Thousand Three Hundred Eighty-one and 41/100 Dollars. <box>575 424 750 509</box>
notice-body-continued: MORTGAGE SALE—Default having been made for more than thirty days in the conditions of a certain mortgage made by HARRY B. JENSEN and EDITH JENSEN, his wife, of Berkley, Oakland County, Michigan, to STANDARD SAVINGS AND LOAN ASSOCIATION, a Michigan Corporation, of Detroit, Michigan, dated the fifth day of July, A. D. 1929, and recorded in the office of the Register of Deeds for the County of Oakland and State of Michigan, on the eighth day of July, A. D. 1929, in Liber 583 of Mortgages, on pages 459-6, on which mortgage there is claimed to be due at the date of this notice, for principal and interest, the sum of Five Thousand Seven Hundred Sixty and 60/100 Dollars. <box>201 1186 376 1271</box>
notice-signature: AMY BENNETT, Mortgagee. <box>488 375 563 383</box>
notice-signature: EARL L. PHILLIPS, Circuit Court Commissioner. <box>60 290 189 298</box>
notice-signature: FRANKLIN E. BUSHMAN, Mortgagee. <box>648 332 750 340</box>
legal-notice <box>201 535 375 633</box>
notice-body-continued: MORTGAGE SALE—Default having been made in the terms and conditions of a certain mortgage made by HAROLD E. KENNEDY and HELEN J. KENNEDY, his wife, to BENJAMIN E. BUSHMAN, mortgagee, dated the seventeenth day of January, A. D. 1925, and recorded in the office of the Register of Deeds for Oakland County, Michigan, on the twenty-second day of January, 1925, in Liber 417 of Mortgages, on pages 41-42, Oakland County Records, whereby the power of sale in said mortgage contained has become operative, there is by reason of such default now due and unpaid at the date of this notice for principal and interest the sum of Thirty-two Thousand Three Hundred Eighty-one and 41/100 Dollars. <box>575 1536 750 1621</box>
legal-notice <box>576 28 750 142</box>
notice-body-continued: MORTGAGE FORECLOSURE SALE—Default having been made in the conditions of a certain mortgage made by HAROLD E. KENNEDY and HELEN J. KENNEDY, his wife, to BENJAMIN E. BUSHMAN, mortgagee, dated the twenty-seventh day of February, A. D. 1926, and recorded in the office of the Register of Deeds for Oakland County, Michigan, on the twelfth day of March, 1926, in Liber 423 of Mortgages. <box>575 1142 750 1196</box>
notice-body-continued: MORTGAGE SALE—Default having been made in the terms and conditions of a certain mortgage made by CLIFFORD W. THOMAS and ALMA E. THOMAS, his wife, of the Village of Ferndale, County of Oakland, State of Michigan, mortgagor, to THE MACCABEES, a Michigan corporation, of the City of Detroit, mortgagee, dated the third day of April, 1926, and recorded in the office of the Register of Deeds for the County of Oakland and State of Michigan, on the ninth day of April, 1926, in Liber 439 of Mortgages, on pages 207-208. <box>762 1502 937 1564</box>
notice-body-continued: DEFAULT having been made in the terms and conditions of a certain mortgage made by ALLISON G. YOUNG, a single man, of the City of Detroit, County of Wayne and State of Michigan, to AMY C. BENNETT, of the same place, mortgagee, dated the tenth day of January, A. D. 1929, and recorded in the office of the Register of Deeds for the County of Oakland and State of Michigan on the twelfth day of January, A. D. 1929, in Liber 561 of Mortgages, on pages 39-40, on which mortgage there is claimed to be due the sum of One Thousand Five Hundred Thirty-five and 97/100 Dollars. <box>388 974 563 1043</box>
notice-body: MORTGAGE SALE—Default having been made for more than thirty days in the conditions of a certain mortgage made by HARRY B. JENSEN and EDITH JENSEN, his wife, of the Village of Berkley, County of Oakland, Michigan, to STANDARD SAVINGS AND LOAN ASSOCIATION, a Michigan corporation, of Detroit, Michigan, dated the twelfth day of June, A. D. 1929, and recorded in the office of the Register of Deeds. <box>14 628 189 682</box>
notice-body: MORTGAGE SALE—Default having been made in the terms and conditions of a certain mortgage made by JOSEPH A. OLIVER, of Royal Oak, Oakland County, Michigan, mortgagor, to THE MACCABEES, a Michigan Corporation, of the City of Detroit, Wayne County, Michigan. <box>762 493 937 532</box>
notice-body-continued: MORTGAGE SALE—Default having been made in the terms and conditions of a certain mortgage made by CLIFFORD W. THOMAS and ALMA E. THOMAS, his wife, of the Village of Ferndale, County of Oakland, State of Michigan, mortgagor, to THE MACCABEES, a Michigan corporation, of the City of Detroit, mortgagee, dated the third day of April, 1926, and recorded in the office of the Register of Deeds for the County of Oakland and State of Michigan, on the ninth day of April, 1926, in Liber 439 of Mortgages, on pages 207-208. <box>762 610 937 672</box>
notice-body: MORTGAGE SALE—Default having been made in the terms and conditions of a certain mortgage made by CLIFFORD W. THOMAS and ALMA E. THOMAS, his wife, of the Village of Ferndale, County of Oakland, State of Michigan, mortgagor, to THE MACCABEES, a Michigan corporation, of the City of Detroit, mortgagee, dated the third day of April, 1926, and recorded in the office of the Register of Deeds for the County of Oakland and State of Michigan, on the ninth day of April, 1926, in Liber 439 of Mortgages, on pages 207-208. <box>762 202 937 264</box>
notice-body-continued: MORTGAGE FORECLOSURE SALE—Default having been made in the conditions of a certain mortgage made by DONALD MORCHA and MARIA MARCORA, his wife, to GUIDO FARINETTI and CATERINA FARINETTI, of Detroit, Michigan, dated the seventeenth day of April, 1926, and recorded in the office of the Register of Deeds for the County of Oakland, State of Michigan. <box>949 1048 1125 1095</box>
notice-body-continued: MORTGAGE SALE—Default having been made in the terms and conditions of a certain mortgage made by GEORGE BAHRENGE and MARIE M. BAHRENGE, his wife, to LENA SIEVERS of the City of Detroit, Wayne County, Michigan, mortgagee, dated the thirteenth day of February, A. D. 1926, and recorded in the office of the Register of Deeds for the County of Oakland and State of Michigan. <box>762 1328 937 1383</box>
column-5 <box>762 28 943 1796</box>
attorney-line: Archer F. Ritchie, Attorney, 156 West Congress Street. <box>949 328 1107 336</box>
notice-body-continued: MORTGAGE SALE—Default having been made in the conditions of a certain mortgage made by HARRISON HAMMOND, Jr., and EMMA HAMMOND, his wife, to THE NORTHEASTERN STATE SAVINGS BANK, a corporation, dated the eighth day of December, A. D. 1925, and recorded in the office of the Register of Deeds of the County of Oakland and State of Michigan, on the ninth day of December, A. D. 1925, in Liber 340 of Mortgages, on page 427, on which mortgage there is claimed to be due at the date of this notice the sum of Two Thousand Four Hundred Ninety-five and 63/100 Dollars. <box>949 1222 1125 1291</box>
notice-body-continued: MORTGAGE SALE—Default having been made in the terms and conditions of a certain mortgage made by GEORGE BAHRENGE and MARIE M. BAHRENGE, his wife, to LENA SIEVERS of the City of Detroit, Wayne County, Michigan, mortgagee, dated the thirteenth day of February, A. D. 1926, and recorded in the office of the Register of Deeds for the County of Oakland and State of Michigan. <box>762 1031 937 1085</box>
notice-body: MORTGAGE SALE—Default having been made in the terms and conditions of a certain mortgage made by EMERSON E. O'NEILL and LAURA G. O'NEILL, his wife, of Highland Park, Wayne County, Michigan, mortgagors, to THE MACCABEES, a Michigan corporation, of the City of Detroit, Wayne County, Michigan, mortgagee, dated the twenty-first day of January, 1926, and recorded in the office of the Register of Deeds for the County of Oakland, State of Michigan, on the twenty-third day of January, 1926, in Liber 410 of Mortgages, on pages 157-160. <box>762 71 937 141</box>
notice-signature: GLENN C. GILLESPIE, Circuit Judge. <box>88 428 189 436</box>
notice-body-continued: STATE OF MICHIGAN, County of Oakland, ss.—Suit pending before Harry W. Merritt, Circuit Court Commissioner for said County, between Detroit and Security Trust Company, a Michigan Corporation, as executor of the estate of Robert Woods, deceased, plaintiff, and Sophie Woods and Frieda Woods, defendants. In this cause it appearing that the said defendants reside out of the State, it is ordered that the said defendants appear at the Court House in the City of Pontiac on or before the tenth day of December, 1930, and answer the complaint filed in this suit. <box>14 1474 189 1544</box>
attorney-line: Griffin, Heal & Emery, Attorneys, 1214 First National Bank Bldg. <box>14 441 188 458</box>
notice-signature: STANDARD SAVINGS AND LOAN ASSOCIATION, Mortgagee. By WALTER J. L. RAY, Secretary. <box>202 264 376 280</box>
attorney-line: Morse & Goldstick, Attorneys, Penobscot Bldg., Detroit, Mich. <box>575 146 739 162</box>
notice-body: STATE OF MICHIGAN—In the Circuit Court for the County of Oakland, in Chancery. Ethel Ladron, plaintiff, vs. Leo LaGrow, defendant. Order of Publication. At a session of said Court, held in the City of Pontiac, on the 17th day of October, A. D. 1930. Present: the Hon. Frank L. Covert, Circuit Judge. In this cause it appearing from affidavit on file that the defendant is not a resident of the State of Michigan, and that his whereabouts are unknown, it is ordered that the defendant enter his appearance in said cause within three months from the date of this order. <box>201 304 376 373</box>
notice-body: MORTGAGE SALE—Default having been made in the conditions of a certain mortgage made by HARRISON HAMMOND, Jr., and EMMA HAMMOND, his wife, to THE NORTHEASTERN STATE SAVINGS BANK, a corporation, dated the eighth day of December, A. D. 1925, and recorded in the office of the Register of Deeds of the County of Oakland and State of Michigan, on the ninth day of December, A. D. 1925, in Liber 340 of Mortgages, on page 427, on which mortgage there is claimed to be due at the date of this notice the sum of Two Thousand Four Hundred Ninety-five and 63/100 Dollars. <box>949 143 1125 213</box>
notice-body-continued: STATE OF MICHIGAN, County of Oakland, ss.—Suit pending before Earl L. Phillips, a Circuit Court Commissioner for said County, between Nellie Wrede, plaintiff, and Alan D. Cameron and Irene D. Cameron, his wife, defendants. Summons issued and returned that defendants could not be found. The foregoing suit involves title to the land situated in the Township of Pontiac, County of Oakland, and described as Lot 82 of the subdivision as recorded in Liber 21 of Plats. <box>14 760 189 822</box>
attorney-line: Miller, Baldwin & Boos, Attorneys, 617 Penobscot Bldg., Detroit, Mich. <box>388 28 552 44</box>
legal-notice <box>201 409 375 531</box>
notice-signature: HARRY W. MERRITT, Circuit Court Commissioner. <box>56 194 189 202</box>
insertion-heading: FOURTH INSERTION <box>14 304 188 319</box>
notice-body-continued: MORTGAGE SALE—Default having been made in the terms and conditions of a certain mortgage made by JOHN H. MOORE and JENNIE MOORE, his wife, to Commercial Mortgage Company of Detroit, a Delaware corporation, dated the twelfth day of October, A. D. 1925, and recorded in the office of the Register of Deeds for the County of Oakland and State of Michigan, on the twenty-second day of October, A. D. 1925, in Liber 348 of Mortgages, on page 582, which said mortgage was thereafter on, to-wit, the sixteenth day of August, A. D. 1930, assigned to JOHN S. SHUNK, and recorded on the eighteenth day of August, 1930. <box>388 584 563 661</box>
notice-body: MORTGAGE SALE—Default having been made in the terms and conditions of a certain mortgage made by PRESTON ALLEN and CECIL ALLEN, his wife, of Royal Oak, Oakland County, Michigan, to Commercial Mortgage Company of Detroit, a Delaware Corporation, of Detroit, Wayne County, Michigan, dated the twelfth day of June, A. D. 1925, and recorded in Liber 364 of Mortgages, on page 584, which said mortgage was thereafter on, to-wit, the twenty-sixth day of July, A. D. 1930, assigned to WILLIAM H. ALLEN and MARY J. ALLEN, his wife. <box>575 165 750 234</box>
notice-body-continued: MORTGAGE SALE—Default having been made in the terms and conditions of a certain mortgage made by JOSEPH A. OLIVER, of Royal Oak, Oakland County, Michigan, mortgagor, to THE MACCABEES, a Michigan Corporation, of the City of Detroit, Wayne County, Michigan. <box>762 792 937 830</box>
notice-body-continued: MORTGAGE SALE—Default having been made in the terms and conditions of a certain mortgage made by PRESTON ALLEN and CECIL ALLEN, his wife, of Royal Oak, Oakland County, Michigan, to Commercial Mortgage Company of Detroit, a Delaware Corporation, of Detroit, Wayne County, Michigan, dated the twelfth day of June, A. D. 1925, and recorded in Liber 364 of Mortgages, on page 584, which said mortgage was thereafter on, to-wit, the twenty-sixth day of July, A. D. 1930, assigned to WILLIAM H. ALLEN and MARY J. ALLEN, his wife. <box>575 1069 750 1138</box>
notice-body-continued: County, Michigan, Mortgagee, dated the twelfth day of May, 1926, and recorded in the office of the Register of Deeds for the County of Oakland and State of Michigan, on the seventeenth day of May, 1926, in Liber 460 of Mortgages, on page 242-3, on which mortgage there is claimed to be due, at the date of this notice, for principal and interest, the sum of Three Thousand Eight Hundred and Eighty-two and 69/100 Dollars, and an attorney fee as provided for in said mortgage. <box>949 670 1125 724</box>
notice-body-continued: MORTGAGE SALE—Default having been made in the terms and conditions of a certain mortgage made by WILLIAM E. BUSH and BERTHA BUSH, his wife, to THE FIRST NATIONAL BANK IN DETROIT, a Federal Banking Corporation, dated the eleventh day of July, A. D. 1924, and recorded in the office of the Register of Deeds for the County of Oakland and State of Michigan on the seventeenth day of October, 1924, in Liber 360 of Mortgages, on page 205. <box>575 1478 750 1532</box>
notice-body: STATE OF MICHIGAN—In the Circuit Court for the County of Oakland, in Chancery. Pauline Hallis, plaintiff, vs. Alexander Hallis, defendant. Suit pending in said Court on the 10th day of October, A. D. 1930. It satisfactorily appearing that the defendant is not a resident of the State of Michigan, on motion of the plaintiff's attorney it is ordered that the defendant enter his appearance within three months from the date of this order. <box>14 540 189 594</box>
attorney-line: Groesbeck & Kelly, Attorneys, 1201 Dime Bank Bldg., Detroit, Mich. <box>201 535 358 551</box>
notice-body-continued: MORTGAGE SALE—Default having been made in the terms and conditions of a certain mortgage made by WILLIAM E. BUSH and BERTHA BUSH, his wife, to THE FIRST NATIONAL BANK IN DETROIT, a Federal Banking Corporation, dated the eleventh day of July, A. D. 1924, and recorded in the office of the Register of Deeds for the County of Oakland and State of Michigan on the seventeenth day of October, 1924, in Liber 360 of Mortgages, on page 205. <box>575 644 750 698</box>
legal-notice <box>950 28 1125 100</box>
notice-body-continued: MORTGAGE SALE—Default has been made in the terms and conditions of a mortgage made by DORA PROTHER, of Detroit, Wayne County, Michigan, to PROVIDED WAYNE COUNTY BANK, of Detroit, Michigan, a corporation, organized under the laws of the State of Michigan, Mortgagee, dated the twenty-eighth day of January, A. D. 1926, and recorded in the office of the Register of Deeds for the County of Oakland and State of Michigan, on February 1st, 1926, in Liber 427 of Mortgages, on page 175. <box>949 1592 1125 1654</box>
notice-body-continued: STATE OF MICHIGAN—In the Circuit Court for the County of Oakland, in Chancery. Huron Farms Company, a Michigan corporation, plaintiff, vs. Amy Voorheis, and her unknown heirs, devisees, legatees and assigns, and William Whitfield, Trustee, or his unknown heirs, devisees, legatees and assigns, defendants. At a session of said Court, held at the Courthouse in the City of Pontiac, it appearing that the defendants and their unknown heirs cannot be found, it is ordered that they appear and answer the Bill of Complaint within three months from the date of this order, and that a copy of this order be published in the Farmington Enterprise, a newspaper printed, published and circulating in said County. <box>14 826 189 911</box>
notice-body-continued: MORTGAGE SALE—Default having been made for more than thirty days in the conditions of a certain mortgage made by LEWIS S. DOUGHTY and MARY S. DOUGHTY, his wife, of the City of Royal Oak, Michigan, to STANDARD SAVINGS AND LOAN ASSOCIATION, of Detroit, Michigan, a Michigan corporation, dated the first day of March, A. D. 1929, and recorded in the office of the Register of Deeds for the County of Oakland and State of Michigan, on the sixth day of March, A. D. 1929, in Liber 559 of Mortgages, on pages 81-4, on which mortgage there is claimed to be due at the date of this notice for principal and interest, the sum of Two Thousand Five Hundred Forty-nine and 35/100 Dollars. <box>388 804 563 889</box>
legal-notice <box>14 609 188 682</box>
notice-body: MORTGAGE SALE—Default having been made in the terms and conditions of a certain mortgage made by HAROLD E. KENNEDY and HELEN J. KENNEDY, his wife, to BENJAMIN E. BUSHMAN, mortgagee, dated the seventeenth day of January, A. D. 1925, and recorded in the office of the Register of Deeds for Oakland County, Michigan, on the twenty-second day of January, 1925, in Liber 417 of Mortgages, on pages 41-42, Oakland County Records, whereby the power of sale in said mortgage contained has become operative, there is by reason of such default now due and unpaid at the date of this notice for principal and interest the sum of Thirty-two Thousand Three Hundred Eighty-one and 41/100 Dollars. <box>575 46 750 131</box>
attorney-line: Pierdella & Pierdella, Attorneys, 1312 Buhl Bldg., Detroit, Mich. <box>14 207 183 224</box>
notice-body-continued: MORTGAGE SALE—Default having been made in the terms and conditions of a certain mortgage made by WILLIAM E. BUSH and BERTHA BUSH, his wife, to THE FIRST NATIONAL BANK IN DETROIT, a Federal Banking Corporation, dated the eleventh day of July, A. D. 1924, and recorded in the office of the Register of Deeds for the County of Oakland and State of Michigan on the seventeenth day of October, 1924, in Liber 360 of Mortgages, on page 205. <box>575 922 750 976</box>
notice-body-continued: MORTGAGE FORECLOSURE SALE—Default having been made in the conditions of a certain mortgage made by HAROLD E. KENNEDY and HELEN J. KENNEDY, his wife, to BENJAMIN E. BUSHMAN, mortgagee, dated the twenty-seventh day of February, A. D. 1926, and recorded in the office of the Register of Deeds for Oakland County, Michigan, on the twelfth day of March, 1926, in Liber 423 of Mortgages. <box>575 586 750 641</box>
attorney-line: Theo. G. Osius, Attorney, 333 Broadway Market Building, Detroit, Mich. <box>762 387 932 403</box>
notice-body-continued: MORTGAGE SALE—Default having been made for more than thirty days in the conditions of a certain mortgage made by FRED BROWN and OLIVE M. BROWN, his wife, of Pontiac, Michigan, to STANDARD SAVINGS AND LOAN ASSOCIATION of Detroit, Michigan, a Michigan corporation, dated the twenty-eighth day of April, A. D. 1926, and recorded in the office of the Register of Deeds for the County of Oakland and State of Michigan on the twenty-ninth day of November, A. D. 1926, in Liber 281 of Mortgages, on pages 36-37, on which mortgage there is claimed to be due at the date of this notice the sum of Two Thousand Three Hundred Twenty-one and 10/100 Dollars. <box>201 1348 376 1433</box>
notice-signature: THE MACCABEES, Mortgagee. E. J. JEFFRIES, Jr., and E. E. AKEY, Attorneys. <box>963 83 1125 99</box>
notice-body-continued: MORTGAGE SALE—Default having been made in the terms and conditions of a certain mortgage made by JOHN H. MOORE and JENNIE MOORE, his wife, to Commercial Mortgage Company of Detroit, a Delaware corporation, dated the twelfth day of October, A. D. 1925, and recorded in the office of the Register of Deeds for the County of Oakland and State of Michigan, on the twenty-second day of October, A. D. 1925, in Liber 348 of Mortgages, on page 582, which said mortgage was thereafter on, to-wit, the sixteenth day of August, A. D. 1930, assigned to JOHN S. SHUNK, and recorded on the eighteenth day of August, 1930. <box>388 1510 563 1587</box>
notice-body-continued: STATE OF MICHIGAN—In the Circuit Court for the County of Oakland, in Chancery. Ethel Ladron, plaintiff, vs. Leo LaGrow, defendant. Order of Publication. At a session of said Court, held in the City of Pontiac, on the 17th day of October, A. D. 1930. Present: the Hon. Frank L. Covert, Circuit Judge. In this cause it appearing from affidavit on file that the defendant is not a resident of the State of Michigan, and that his whereabouts are unknown, it is ordered that the defendant enter his appearance in said cause within three months from the date of this order. <box>201 1274 376 1344</box>
notice-body-continued: MORTGAGE FORECLOSURE SALE—Default having been made in the conditions of a certain mortgage made by HAROLD E. KENNEDY and HELEN J. KENNEDY, his wife, to BENJAMIN E. BUSHMAN, mortgagee, dated the twenty-seventh day of February, A. D. 1926, and recorded in the office of the Register of Deeds for Oakland County, Michigan, on the twelfth day of March, 1926, in Liber 423 of Mortgages. <box>575 1698 750 1752</box>
notice-body-continued: MORTGAGE FORECLOSURE SALE—Default having been made in the conditions of a certain mortgage made by HAROLD E. KENNEDY and HELEN J. KENNEDY, his wife, to BENJAMIN E. BUSHMAN, mortgagee, dated the twenty-seventh day of February, A. D. 1926, and recorded in the office of the Register of Deeds for Oakland County, Michigan, on the twelfth day of March, 1926, in Liber 423 of Mortgages. <box>575 1420 750 1474</box>
legal-notice <box>14 323 188 437</box>
notice-body-continued: MORTGAGE SALE—Default having been made in the terms and conditions of a certain mortgage made by HAROLD E. KENNEDY and HELEN J. KENNEDY, his wife, to BENJAMIN E. BUSHMAN, mortgagee, dated the seventeenth day of January, A. D. 1925, and recorded in the office of the Register of Deeds for Oakland County, Michigan, on the twenty-second day of January, 1925, in Liber 417 of Mortgages, on pages 41-42, Oakland County Records, whereby the power of sale in said mortgage contained has become operative, there is by reason of such default now due and unpaid at the date of this notice for principal and interest the sum of Thirty-two Thousand Three Hundred Eighty-one and 41/100 Dollars. <box>575 1258 750 1343</box>
notice-body-continued: County, Michigan, Mortgagee, dated the twelfth day of May, 1926, and recorded in the office of the Register of Deeds for the County of Oakland and State of Michigan, on the seventeenth day of May, 1926, in Liber 460 of Mortgages, on page 242-3, on which mortgage there is claimed to be due, at the date of this notice, for principal and interest, the sum of Three Thousand Eight Hundred and Eighty-two and 69/100 Dollars, and an attorney fee as provided for in said mortgage. <box>949 423 1125 477</box>
notice-body-continued: MORTGAGE SALE—Default having been made in the terms and conditions of a certain mortgage made by CLIFFORD W. THOMAS and ALMA E. THOMAS, his wife, of the Village of Ferndale, County of Oakland, State of Michigan, mortgagor, to THE MACCABEES, a Michigan corporation, of the City of Detroit, mortgagee, dated the third day of April, 1926, and recorded in the office of the Register of Deeds for the County of Oakland and State of Michigan, on the ninth day of April, 1926, in Liber 439 of Mortgages, on pages 207-208. <box>762 1205 937 1267</box>
legal-notice <box>388 175 562 281</box>
insertion-heading: SIXTH INSERTION <box>388 156 562 171</box>
notice-body-continued: STATE OF MICHIGAN—In the Circuit Court for the County of Oakland, in Chancery. Order for appearance. In this cause it appearing from affidavit on file that the defendant is a resident of the State of Michigan but that process for his appearance cannot be served, it is ordered that said defendant enter his appearance within three months from the date of this order. <box>14 1308 189 1355</box>
legal-notice <box>576 258 750 341</box>
notice-body-continued: MORTGAGE SALE—Default has been made in the terms and conditions of a mortgage made by DORA PROTHER, of Detroit, Wayne County, Michigan, to PROVIDED WAYNE COUNTY BANK, of Detroit, Michigan, a corporation, organized under the laws of the State of Michigan, Mortgagee, dated the twenty-eighth day of January, A. D. 1926, and recorded in the office of the Register of Deeds for the County of Oakland and State of Michigan, on February 1st, 1926, in Liber 427 of Mortgages, on page 175. <box>949 1345 1125 1407</box>
notice-body-continued: MORTGAGE SALE—Default has been made in the terms and conditions of a mortgage made by DORA PROTHER, of Detroit, Wayne County, Michigan, to PROVIDED WAYNE COUNTY BANK, of Detroit, Michigan, a corporation, organized under the laws of the State of Michigan, Mortgagee, dated the twenty-eighth day of January, A. D. 1926, and recorded in the office of the Register of Deeds for the County of Oakland and State of Michigan, on February 1st, 1926, in Liber 427 of Mortgages, on page 175. <box>949 604 1125 666</box>
notice-body-continued: MORTGAGE SALE—Default having been made in the terms and conditions of a certain mortgage made by HERBERT H. SMITH and EFFIE H. SMITH, his wife, to State Security and Realty Company, a Michigan corporation, dated the first day of May, A. D. 1928, and recorded in the office of the Register of Deeds for the County of Oakland and State of Michigan on the second day of May, A. D. 1928, in Liber 501 of Mortgages, on page 257, and which mortgage was assigned by the said State Security and Realty Company to The Guarantee Title and Mortgage Company. <box>201 1000 376 1070</box>
notice-body-continued: MORTGAGE SALE—Default having been made for more than thirty days in the conditions of a certain mortgage made by LEWIS S. DOUGHTY and MARY S. DOUGHTY, his wife, of the City of Royal Oak, Michigan, to STANDARD SAVINGS AND LOAN ASSOCIATION, of Detroit, Michigan, a Michigan corporation, dated the first day of March, A. D. 1929, and recorded in the office of the Register of Deeds for the County of Oakland and State of Michigan, on the sixth day of March, A. D. 1929, in Liber 559 of Mortgages, on pages 81-4, on which mortgage there is claimed to be due at the date of this notice for principal and interest, the sum of Two Thousand Five Hundred Forty-nine and 35/100 Dollars. <box>388 1730 563 1815</box>
notice-body: MORTGAGE SALE—Default having been made for more than thirty days in the conditions of a certain mortgage made by FRED BROWN and OLIVE M. BROWN, his wife, of Pontiac, Michigan, to STANDARD SAVINGS AND LOAN ASSOCIATION of Detroit, Michigan, a Michigan corporation, dated the twenty-eighth day of April, A. D. 1926, and recorded in the office of the Register of Deeds for the County of Oakland and State of Michigan on the twenty-ninth day of November, A. D. 1926, in Liber 281 of Mortgages, on pages 36-37, on which mortgage there is claimed to be due at the date of this notice the sum of Two Thousand Three Hundred Twenty-one and 10/100 Dollars. <box>201 427 376 512</box>
column-2 <box>201 28 381 1780</box>
notice-body: MORTGAGE SALE—Default having been made in the terms and conditions of a certain mortgage made by JOHN H. MOORE and JENNIE MOORE, his wife, to Commercial Mortgage Company of Detroit, a Delaware corporation, dated the twelfth day of October, A. D. 1925, and recorded in the office of the Register of Deeds for the County of Oakland and State of Michigan, on the twenty-second day of October, A. D. 1925, in Liber 348 of Mortgages, on page 582, which said mortgage was thereafter on, to-wit, the sixteenth day of August, A. D. 1930, assigned to JOHN S. SHUNK, and recorded on the eighteenth day of August, 1930. <box>388 193 563 270</box>
attorney-line: E. H. Rogers, Attorney, First National Bank Bldg. <box>575 345 720 353</box>
notice-body-continued: DEFAULT having been made in the terms and conditions of a certain mortgage made by ALLISON G. YOUNG, a single man, of the City of Detroit, County of Wayne and State of Michigan, to AMY C. BENNETT, of the same place, mortgagee, dated the tenth day of January, A. D. 1929, and recorded in the office of the Register of Deeds for the County of Oakland and State of Michigan on the twelfth day of January, A. D. 1929, in Liber 561 of Mortgages, on pages 39-40, on which mortgage there is claimed to be due the sum of One Thousand Five Hundred Thirty-five and 97/100 Dollars. <box>388 665 563 734</box>
notice-body-continued: MORTGAGE FORECLOSURE SALE—Default having been made in the conditions of a certain mortgage made by HAROLD E. KENNEDY and HELEN J. KENNEDY, his wife, to BENJAMIN E. BUSHMAN, mortgagee, dated the twenty-seventh day of February, A. D. 1926, and recorded in the office of the Register of Deeds for Oakland County, Michigan, on the twelfth day of March, 1926, in Liber 423 of Mortgages. <box>575 864 750 918</box>
column-3 <box>388 28 568 1815</box>
notice-body: STATE OF MICHIGAN, County of Oakland, ss.—Suit pending before Harry W. Merritt, Circuit Court Commissioner for said County, between Detroit and Security Trust Company, a Michigan Corporation, as executor of the estate of Robert Woods, deceased, plaintiff, and Sophie Woods and Frieda Woods, defendants. In this cause it appearing that the said defendants reside out of the State, it is ordered that the said defendants appear at the Court House in the City of Pontiac on or before the tenth day of December, 1930, and answer the complaint filed in this suit. <box>14 123 189 193</box>
legal-notice <box>763 475 937 532</box>
legal-notice <box>576 147 750 253</box>
notice-body: MORTGAGE SALE—Default having been made in the terms and conditions of a certain mortgage made by GEORGE BAHRENGE and MARIE M. BAHRENGE, his wife, to LENA SIEVERS of the City of Detroit, Wayne County, Michigan, mortgagee, dated the thirteenth day of February, A. D. 1926, and recorded in the office of the Register of Deeds for the County of Oakland and State of Michigan. <box>762 406 937 460</box>
notice-body-continued: DEFAULT having been made in the terms and conditions of a certain mortgage made by ALLISON G. YOUNG, a single man, of the City of Detroit, County of Wayne and State of Michigan, to AMY C. BENNETT, of the same place, mortgagee, dated the tenth day of January, A. D. 1929, and recorded in the office of the Register of Deeds for the County of Oakland and State of Michigan on the twelfth day of January, A. D. 1929, in Liber 561 of Mortgages, on pages 39-40, on which mortgage there is claimed to be due the sum of One Thousand Five Hundred Thirty-five and 97/100 Dollars. <box>388 1282 563 1352</box>
notice-body-continued: MORTGAGE SALE—Default has been made in the terms and conditions of a mortgage made by DORA PROTHER, of Detroit, Wayne County, Michigan, to PROVIDED WAYNE COUNTY BANK, of Detroit, Michigan, a corporation, organized under the laws of the State of Michigan, Mortgagee, dated the twenty-eighth day of January, A. D. 1926, and recorded in the office of the Register of Deeds for the County of Oakland and State of Michigan, on February 1st, 1926, in Liber 427 of Mortgages, on page 175. <box>949 851 1125 913</box>
paper-title: THE FARMINGTON ENTERPRISE, FARMINGTON, MICHIGAN <box>349 6 682 18</box>
notice-body-continued: MORTGAGE SALE—Default having been made in the terms and conditions of a certain mortgage made by KENNETH CHRONOWSKI and LOTTIE CHRONOWSKI, his wife, of Ferndale, Oakland County, Michigan, to Commercial Mortgage Company of Detroit, a Delaware Corporation, dated the twenty-first day of April, A. D. 1926, and recorded in the office of the Register of Deeds for the County of Oakland, Michigan, on the fifth day of May, A. D. 1926, in Liber 415 of Mortgages, on page 145. <box>388 1664 563 1726</box>
notice-body: STATE OF MICHIGAN—In the Circuit Court for the County of Oakland, in Chancery. Order for appearance. In this cause it appearing from affidavit on file that the defendant is a resident of the State of Michigan but that process for his appearance cannot be served, it is ordered that said defendant enter his appearance within three months from the date of this order. <box>14 460 189 507</box>
notice-body: MORTGAGE SALE—Default having been made for more than thirty days in the conditions of a certain mortgage made by HARRY B. JENSEN and EDITH JENSEN, his wife, of Berkley, Oakland County, Michigan, to STANDARD SAVINGS AND LOAN ASSOCIATION, a Michigan Corporation, of Detroit, Michigan, dated the fifth day of July, A. D. 1929, and recorded in the office of the Register of Deeds for the County of Oakland and State of Michigan, on the eighth day of July, A. D. 1929, in Liber 583 of Mortgages, on pages 459-6, on which mortgage there is claimed to be due at the date of this notice, for principal and interest, the sum of Five Thousand Seven Hundred Sixty and 60/100 Dollars. <box>201 177 376 262</box>
notice-body-continued: MORTGAGE SALE—Default having been made for more than thirty days in the conditions of a certain mortgage made by LEWIS S. DOUGHTY and MARY S. DOUGHTY, his wife, of the City of Royal Oak, Michigan, to STANDARD SAVINGS AND LOAN ASSOCIATION, of Detroit, Michigan, a Michigan corporation, dated the first day of March, A. D. 1929, and recorded in the office of the Register of Deeds for the County of Oakland and State of Michigan, on the sixth day of March, A. D. 1929, in Liber 559 of Mortgages, on pages 81-4, on which mortgage there is claimed to be due at the date of this notice for principal and interest, the sum of Two Thousand Five Hundred Forty-nine and 35/100 Dollars. <box>388 1113 563 1198</box>
notice-body-continued: MORTGAGE SALE—Default having been made for more than thirty days in the conditions of a certain mortgage made by LEWIS S. DOUGHTY and MARY S. DOUGHTY, his wife, of the City of Royal Oak, Michigan, to STANDARD SAVINGS AND LOAN ASSOCIATION, of Detroit, Michigan, a Michigan corporation, dated the first day of March, A. D. 1929, and recorded in the office of the Register of Deeds for the County of Oakland and State of Michigan, on the sixth day of March, A. D. 1929, in Liber 559 of Mortgages, on pages 81-4, on which mortgage there is claimed to be due at the date of this notice for principal and interest, the sum of Two Thousand Five Hundred Forty-nine and 35/100 Dollars. <box>388 495 563 580</box>
notice-body-continued: MORTGAGE SALE—Default having been made in the terms and conditions of a certain mortgage made by JOSEPH A. OLIVER, of Royal Oak, Oakland County, Michigan, mortgagor, to THE MACCABEES, a Michigan Corporation, of the City of Detroit, Wayne County, Michigan. <box>762 1089 937 1128</box>
notice-signature: GEORGE H. ESSEX, Assignee of Mortgagee. <box>445 482 563 490</box>
notice-body-continued: STATE OF MICHIGAN—In the Circuit Court for the County of Oakland, in Chancery. Ethel Ladron, plaintiff, vs. Leo LaGrow, defendant. Order of Publication. At a session of said Court, held in the City of Pontiac, on the 17th day of October, A. D. 1930. Present: the Hon. Frank L. Covert, Circuit Judge. In this cause it appearing from affidavit on file that the defendant is not a resident of the State of Michigan, and that his whereabouts are unknown, it is ordered that the defendant enter his appearance in said cause within three months from the date of this order. <box>201 838 376 908</box>
legal-notice <box>763 184 937 274</box>
attorney-line: Rosenthal, Rosenthal, Rosenthal, Attorneys, 701-3 Majestic Bldg., Detroit, Mich. <box>201 285 373 301</box>
legal-notice <box>950 125 1125 223</box>
attorney-line: Edward J. Jeffries, Jr. & Earl E. Akey, Attorneys, Maccabees Bldg., Detroit, Mich. <box>762 53 907 69</box>
notice-signature: STANDARD SAVINGS AND LOAN ASSOCIATION, Mortgagee. By WALTER J. L. RAY, Secretary. <box>202 514 376 530</box>
notice-body-continued: MORTGAGE FORECLOSURE SALE—Default having been made in the conditions of a certain mortgage made by DONALD MORCHA and MARIA MARCORA, his wife, to GUIDO FARINETTI and CATERINA FARINETTI, of Detroit, Michigan, dated the seventeenth day of April, 1926, and recorded in the office of the Register of Deeds for the County of Oakland, State of Michigan. <box>949 1542 1125 1589</box>
notice-body-continued: MORTGAGE SALE—Default having been made in the terms and conditions of a certain mortgage made by JOSEPH A. OLIVER, of Royal Oak, Oakland County, Michigan, mortgagor, to THE MACCABEES, a Michigan Corporation, of the City of Detroit, Wayne County, Michigan. <box>762 1684 937 1722</box>
notice-body-continued: MORTGAGE SALE—Default having been made in the terms and conditions of a certain mortgage made by KENNETH CHRONOWSKI and LOTTIE CHRONOWSKI, his wife, of Ferndale, Oakland County, Michigan, to Commercial Mortgage Company of Detroit, a Delaware Corporation, dated the twenty-first day of April, A. D. 1926, and recorded in the office of the Register of Deeds for the County of Oakland, Michigan, on the fifth day of May, A. D. 1926, in Liber 415 of Mortgages, on page 145. <box>388 738 563 800</box>
notice-body: DEFAULT having been made in the terms and conditions of a certain mortgage made by ALLISON G. YOUNG, a single man, of the City of Detroit, County of Wayne and State of Michigan, to AMY C. BENNETT, of the same place, mortgagee, dated the tenth day of January, A. D. 1929, and recorded in the office of the Register of Deeds for the County of Oakland and State of Michigan on the twelfth day of January, A. D. 1929, in Liber 561 of Mortgages, on pages 39-40, on which mortgage there is claimed to be due the sum of One Thousand Five Hundred Thirty-five and 97/100 Dollars. <box>388 304 563 373</box>
heading-line1: LEGAL NOTICES <box>44 35 158 50</box>
notice-body-continued: MORTGAGE SALE—Default having been made in the terms and conditions of a certain mortgage made by PRESTON ALLEN and CECIL ALLEN, his wife, of Royal Oak, Oakland County, Michigan, to Commercial Mortgage Company of Detroit, a Delaware Corporation, of Detroit, Wayne County, Michigan, dated the twelfth day of June, A. D. 1925, and recorded in Liber 364 of Mortgages, on page 584, which said mortgage was thereafter on, to-wit, the twenty-sixth day of July, A. D. 1930, assigned to WILLIAM H. ALLEN and MARY J. ALLEN, his wife. <box>575 1347 750 1416</box>
notice-body-continued: MORTGAGE SALE—Default having been made in the terms and conditions of a certain mortgage made by GEORGE A. GATTIE, mortgagor, to THE FIRST NATIONAL BANK, Mortgagee, dated the twenty-first day of May, A. D. 1924, and recorded in the office of the Register of Deeds for the County of Oakland and State of Michigan, on the third day of June, A. D. 1924, in Liber 306 of Mortgages, on page 545. <box>762 1270 937 1325</box>
notice-body-continued: STATE OF MICHIGAN, County of Oakland, ss.—Suit pending before Earl L. Phillips, a Circuit Court Commissioner for said County, between Nellie Wrede, plaintiff, and Alan D. Cameron and Irene D. Cameron, his wife, defendants. Summons issued and returned that defendants could not be found. The foregoing suit involves title to the land situated in the Township of Pontiac, County of Oakland, and described as Lot 82 of the subdivision as recorded in Liber 21 of Plats. <box>14 1548 189 1609</box>
notice-body-continued: MORTGAGE SALE—Default having been made in the terms and conditions of a certain mortgage made by JOHN H. MOORE and JENNIE MOORE, his wife, to Commercial Mortgage Company of Detroit, a Delaware corporation, dated the twelfth day of October, A. D. 1925, and recorded in the office of the Register of Deeds for the County of Oakland and State of Michigan, on the twenty-second day of October, A. D. 1925, in Liber 348 of Mortgages, on page 582, which said mortgage was thereafter on, to-wit, the sixteenth day of August, A. D. 1930, assigned to JOHN S. SHUNK, and recorded on the eighteenth day of August, 1930. <box>388 893 563 970</box>
notice-body-continued: STATE OF MICHIGAN—In the Circuit Court for the County of Oakland, in Chancery. Order for appearance. In this cause it appearing from affidavit on file that the defendant is a resident of the State of Michigan but that process for his appearance cannot be served, it is ordered that said defendant enter his appearance within three months from the date of this order. <box>14 1702 189 1748</box>
notice-signature: THE MACCABEES, Mortgagee. <box>853 266 937 274</box>
legal-notice <box>576 345 750 419</box>
notice-body-continued: MORTGAGE SALE—Default having been made in the terms and conditions of a certain mortgage made by PRESTON ALLEN and CECIL ALLEN, his wife, of Royal Oak, Oakland County, Michigan, to Commercial Mortgage Company of Detroit, a Delaware Corporation, of Detroit, Wayne County, Michigan, dated the twelfth day of June, A. D. 1925, and recorded in Liber 364 of Mortgages, on page 584, which said mortgage was thereafter on, to-wit, the twenty-sixth day of July, A. D. 1930, assigned to WILLIAM H. ALLEN and MARY J. ALLEN, his wife. <box>575 513 750 583</box>
notice-body-continued: STATE OF MICHIGAN, County of Oakland, ss.—Suit pending before Earl L. Phillips, a Circuit Court Commissioner for said County, between Nellie Wrede, plaintiff, and Alan D. Cameron and Irene D. Cameron, his wife, defendants. Summons issued and returned that defendants could not be found. The foregoing suit involves title to the land situated in the Township of Pontiac, County of Oakland, and described as Lot 82 of the subdivision as recorded in Liber 21 of Plats. <box>14 1154 189 1216</box>
notice-signature: STANDARD SAVINGS AND LOAN ASSOCIATION, Mortgagee. By WALTER J. L. RAY, Secretary. <box>202 137 376 153</box>
notice-body-continued: MORTGAGE SALE—Default having been made in the terms and conditions of a certain mortgage made by HERBERT H. SMITH and EFFIE H. SMITH, his wife, to State Security and Realty Company, a Michigan corporation, dated the first day of May, A. D. 1928, and recorded in the office of the Register of Deeds for the County of Oakland and State of Michigan on the second day of May, A. D. 1928, in Liber 501 of Mortgages, on page 257, and which mortgage was assigned by the said State Security and Realty Company to The Guarantee Title and Mortgage Company. <box>201 1436 376 1506</box>
attorney-line: E. J. Jeffries, Jr., and E. E. Akey, Attorneys, Maccabees Bldg., Detroit, Mich. <box>762 184 923 200</box>
notice-body-continued: MORTGAGE SALE—Default having been made for more than thirty days in the conditions of a certain mortgage made by HARRY B. JENSEN and EDITH JENSEN, his wife, of Berkley, Oakland County, Michigan, to STANDARD SAVINGS AND LOAN ASSOCIATION, a Michigan Corporation, of Detroit, Michigan, dated the fifth day of July, A. D. 1929, and recorded in the office of the Register of Deeds for the County of Oakland and State of Michigan, on the eighth day of July, A. D. 1929, in Liber 583 of Mortgages, on pages 459-6, on which mortgage there is claimed to be due at the date of this notice, for principal and interest, the sum of Five Thousand Seven Hundred Sixty and 60/100 Dollars. <box>201 1622 376 1707</box>
insertion-heading: EIGHTH INSERTION <box>763 34 937 49</box>
legal-notice <box>14 442 188 517</box>
heading-line2: CONTINUED FROM <box>36 53 166 68</box>
notice-body-continued: STATE OF MICHIGAN—In the Circuit Court for the County of Oakland, in Chancery. Pauline Hallis, plaintiff, vs. Alexander Hallis, defendant. Suit pending in said Court on the 10th day of October, A. D. 1930. It satisfactorily appearing that the defendant is not a resident of the State of Michigan, on motion of the plaintiff's attorney it is ordered that the defendant enter his appearance within three months from the date of this order. <box>14 1358 189 1413</box>
notice-body-continued: MORTGAGE SALE—Default having been made in the terms and conditions of a certain mortgage made by JOHN H. MOORE and JENNIE MOORE, his wife, to Commercial Mortgage Company of Detroit, a Delaware corporation, dated the twelfth day of October, A. D. 1925, and recorded in the office of the Register of Deeds for the County of Oakland and State of Michigan, on the twenty-second day of October, A. D. 1925, in Liber 348 of Mortgages, on page 582, which said mortgage was thereafter on, to-wit, the sixteenth day of August, A. D. 1930, assigned to JOHN S. SHUNK, and recorded on the eighteenth day of August, 1930. <box>388 1201 563 1279</box>
column-6 <box>949 28 1130 1786</box>
notice-body: MORTGAGE SALE—Default having been made in the terms and conditions of a certain mortgage made by GEORGE A. GATTIE, mortgagor, to THE FIRST NATIONAL BANK, Mortgagee, dated the twenty-first day of May, A. D. 1924, and recorded in the office of the Register of Deeds for the County of Oakland and State of Michigan, on the third day of June, A. D. 1924, in Liber 306 of Mortgages, on page 545. <box>762 318 937 372</box>
notice-signature: LENA SIEVERS, Mortgagee. <box>862 462 937 470</box>
masthead <box>14 4 1130 22</box>
notice-body-continued: MORTGAGE SALE—Default having been made for more than thirty days in the conditions of a certain mortgage made by FRED BROWN and OLIVE M. BROWN, his wife, of Pontiac, Michigan, to STANDARD SAVINGS AND LOAN ASSOCIATION of Detroit, Michigan, a Michigan corporation, dated the twenty-eighth day of April, A. D. 1926, and recorded in the office of the Register of Deeds for the County of Oakland and State of Michigan on the twenty-ninth day of November, A. D. 1926, in Liber 281 of Mortgages, on pages 36-37, on which mortgage there is claimed to be due at the date of this notice the sum of Two Thousand Three Hundred Twenty-one and 10/100 Dollars. <box>201 912 376 997</box>
attorney-line: I. D. Friedman, Attorney, 2345 First National Bank Bldg., Detroit, Mich. <box>762 299 930 315</box>
notice-body: STATE OF MICHIGAN, County of Oakland, ss.—Suit pending before Earl L. Phillips, a Circuit Court Commissioner for said County, between Nellie Wrede, plaintiff, and Alan D. Cameron and Irene D. Cameron, his wife, defendants. Summons issued and returned that defendants could not be found. The foregoing suit involves title to the land situated in the Township of Pontiac, County of Oakland, and described as Lot 82 of the subdivision as recorded in Liber 21 of Plats. <box>14 226 189 288</box>
legal-notice <box>14 522 188 605</box>
